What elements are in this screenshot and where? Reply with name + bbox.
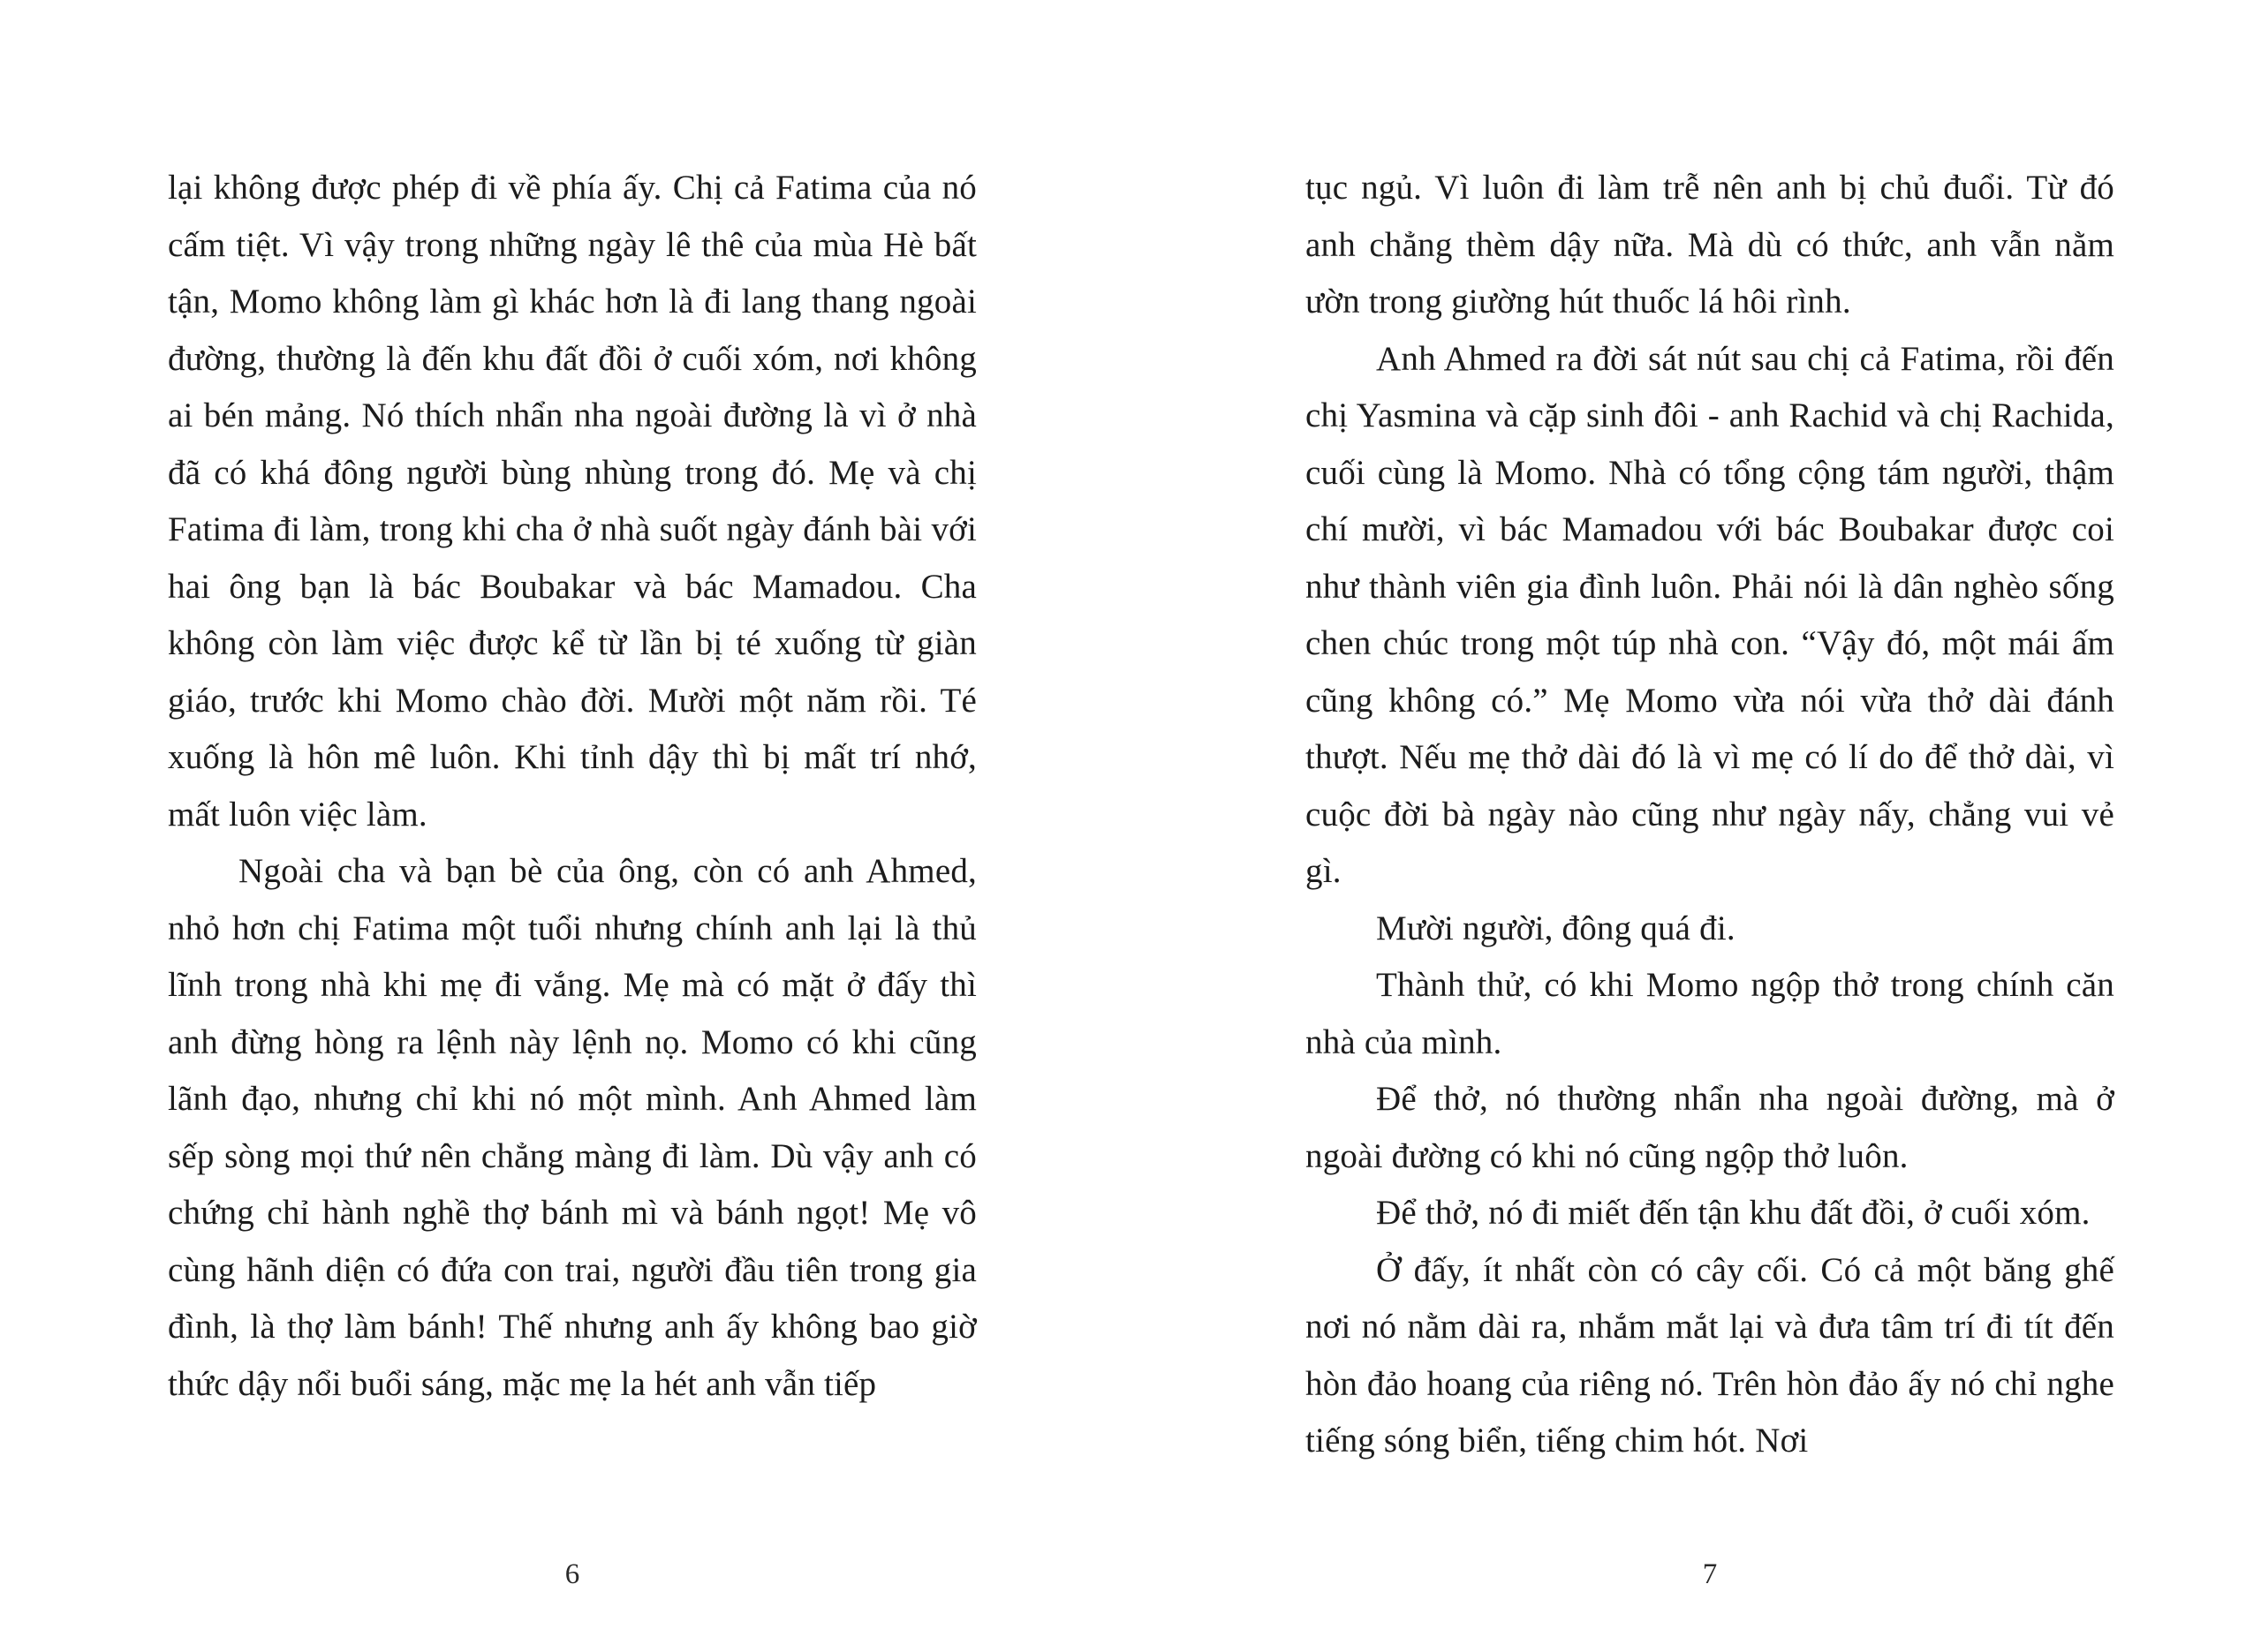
page-number-left: 6 — [564, 1558, 580, 1590]
paragraph: lại không được phép đi về phía ấy. Chị cả Fatima của nó cấm tiệt. Vì vậy trong những ngày lê thê của mùa Hè bất tận, Momo không làm gì khác hơn là đi lang thang ngoài đường, thường là đến khu đất đồi ở cuối xóm, nơi không ai bén mảng. Nó thích nhẩn nha ngoài đường là vì ở nhà đã có khá đông người bùng nhùng trong đó. Mẹ và chị Fatima đi làm, trong khi cha ở nhà suốt ngày đánh bài với hai ông bạn là bác Boubakar và bác Mamadou. Cha không còn làm việc được kể từ lần bị té xuống từ giàn giáo, trước khi Momo chào đời. Mười một năm rồi. Té xuống là hôn mê luôn. Khi tỉnh dậy thì bị mất trí nhớ, mất luôn việc làm. — [168, 169, 977, 834]
paragraph: Ngoài cha và bạn bè của ông, còn có anh Ahmed, nhỏ hơn chị Fatima một tuổi nhưng chính anh lại là thủ lĩnh trong nhà khi mẹ đi vắng. Mẹ mà có mặt ở đấy thì anh đừng hòng ra lệnh này lệnh nọ. Momo có khi cũng lãnh đạo, nhưng chỉ khi nó một mình. Anh Ahmed làm sếp sòng mọi thứ nên chẳng màng đi làm. Dù vậy anh có chứng chỉ hành nghề thợ bánh mì và bánh ngọt! Mẹ vô cùng hãnh diện có đứa con trai, người đầu tiên trong gia đình, là thợ làm bánh! Thế nhưng anh ấy không bao giờ thức dậy nổi buổi sáng, mặc mẹ la hét anh vẫn tiếp — [168, 852, 977, 1403]
paragraph: Mười người, đông quá đi. — [1376, 909, 1735, 947]
page-right — [1305, 160, 2114, 1470]
paragraph: Anh Ahmed ra đời sát nút sau chị cả Fatima, rồi đến chị Yasmina và cặp sinh đôi - anh Rachid và chị Rachida, cuối cùng là Momo. Nhà có tổng cộng tám người, thậm chí mười, vì bác Mamadou với bác Boubakar được coi như thành viên gia đình luôn. Phải nói là dân nghèo sống chen chúc trong một túp nhà con. “Vậy đó, một mái ấm cũng không có.” Mẹ Momo vừa nói vừa thở dài đánh thượt. Nếu mẹ thở dài đó là vì mẹ có lí do để thở dài, vì cuộc đời bà ngày nào cũng như ngày nấy, chẳng vui vẻ gì. — [1305, 339, 2114, 890]
paragraph: Thành thử, có khi Momo ngộp thở trong chính căn nhà của mình. — [1305, 966, 2114, 1061]
page-left — [168, 160, 977, 1413]
paragraph: Để thở, nó đi miết đến tận khu đất đồi, ở cuối xóm. — [1376, 1194, 2091, 1232]
paragraph: Ở đấy, ít nhất còn có cây cối. Có cả một băng ghế nơi nó nằm dài ra, nhắm mắt lại và đưa tâm trí đi tít đến hòn đảo hoang của riêng nó. Trên hòn đảo ấy nó chỉ nghe tiếng sóng biển, tiếng chim hót. Nơi — [1305, 1250, 2114, 1460]
page-number-right: 7 — [1702, 1558, 1718, 1590]
paragraph: Để thở, nó thường nhẩn nha ngoài đường, mà ở ngoài đường có khi nó cũng ngộp thở luôn. — [1305, 1080, 2114, 1175]
paragraph: tục ngủ. Vì luôn đi làm trễ nên anh bị chủ đuổi. Từ đó anh chẳng thèm dậy nữa. Mà dù có thức, anh vẫn nằm ườn trong giường hút thuốc lá hôi rình. — [1305, 169, 2114, 321]
